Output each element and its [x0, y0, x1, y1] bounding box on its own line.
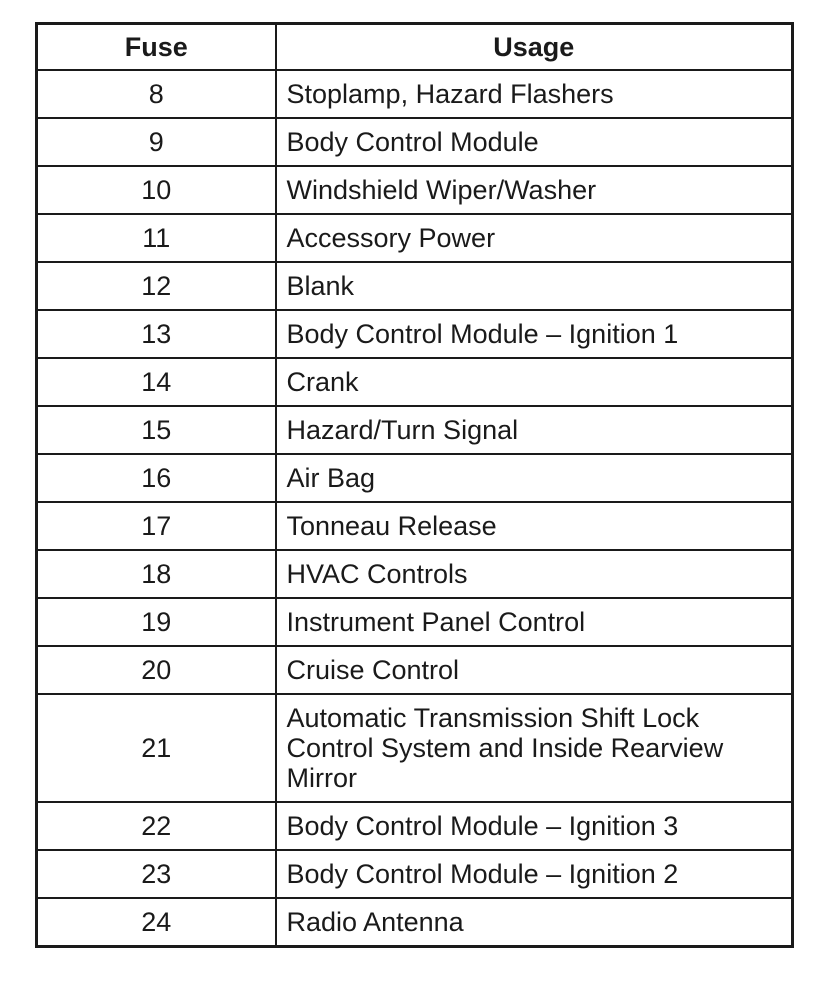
- fuse-number-cell: 23: [37, 850, 276, 898]
- fuse-number-cell: 13: [37, 310, 276, 358]
- fuse-number-cell: 8: [37, 70, 276, 118]
- fuse-number-cell: 19: [37, 598, 276, 646]
- table-row: [37, 694, 793, 802]
- usage-cell: Accessory Power: [276, 214, 793, 262]
- usage-cell: Air Bag: [276, 454, 793, 502]
- usage-cell: Blank: [276, 262, 793, 310]
- table-row: [37, 358, 793, 406]
- usage-cell: Body Control Module – Ignition 1: [276, 310, 793, 358]
- table-row: [37, 406, 793, 454]
- table-row: [37, 262, 793, 310]
- usage-cell: Cruise Control: [276, 646, 793, 694]
- usage-cell: Stoplamp, Hazard Flashers: [276, 70, 793, 118]
- fuse-number-cell: 24: [37, 898, 276, 947]
- fuse-number-cell: 16: [37, 454, 276, 502]
- fuse-usage-table: [35, 22, 794, 948]
- table-row: [37, 166, 793, 214]
- table-row: [37, 70, 793, 118]
- usage-cell: Body Control Module – Ignition 3: [276, 802, 793, 850]
- usage-cell: Crank: [276, 358, 793, 406]
- table-row: [37, 646, 793, 694]
- usage-cell: Windshield Wiper/Washer: [276, 166, 793, 214]
- table-row: [37, 898, 793, 947]
- table-row: [37, 454, 793, 502]
- fuse-number-cell: 21: [37, 694, 276, 802]
- table-row: [37, 850, 793, 898]
- usage-column-header: Usage: [276, 24, 793, 71]
- table-row: [37, 550, 793, 598]
- fuse-number-cell: 10: [37, 166, 276, 214]
- table-row: [37, 310, 793, 358]
- fuse-number-cell: 12: [37, 262, 276, 310]
- usage-cell: Body Control Module – Ignition 2: [276, 850, 793, 898]
- table-row: [37, 502, 793, 550]
- usage-cell: Automatic Transmission Shift Lock Control System and Inside Rearview Mirror: [276, 694, 793, 802]
- table-row: [37, 598, 793, 646]
- fuse-number-cell: 9: [37, 118, 276, 166]
- fuse-number-cell: 14: [37, 358, 276, 406]
- fuse-number-cell: 11: [37, 214, 276, 262]
- usage-cell: Tonneau Release: [276, 502, 793, 550]
- usage-cell: Body Control Module: [276, 118, 793, 166]
- fuse-number-cell: 20: [37, 646, 276, 694]
- usage-cell: Instrument Panel Control: [276, 598, 793, 646]
- usage-cell: Radio Antenna: [276, 898, 793, 947]
- table-row: [37, 118, 793, 166]
- usage-cell: HVAC Controls: [276, 550, 793, 598]
- table-row: [37, 802, 793, 850]
- table-row: [37, 214, 793, 262]
- usage-cell: Hazard/Turn Signal: [276, 406, 793, 454]
- fuse-column-header: Fuse: [37, 24, 276, 71]
- fuse-number-cell: 15: [37, 406, 276, 454]
- table-header-row: [37, 24, 793, 71]
- fuse-number-cell: 22: [37, 802, 276, 850]
- fuse-number-cell: 17: [37, 502, 276, 550]
- fuse-number-cell: 18: [37, 550, 276, 598]
